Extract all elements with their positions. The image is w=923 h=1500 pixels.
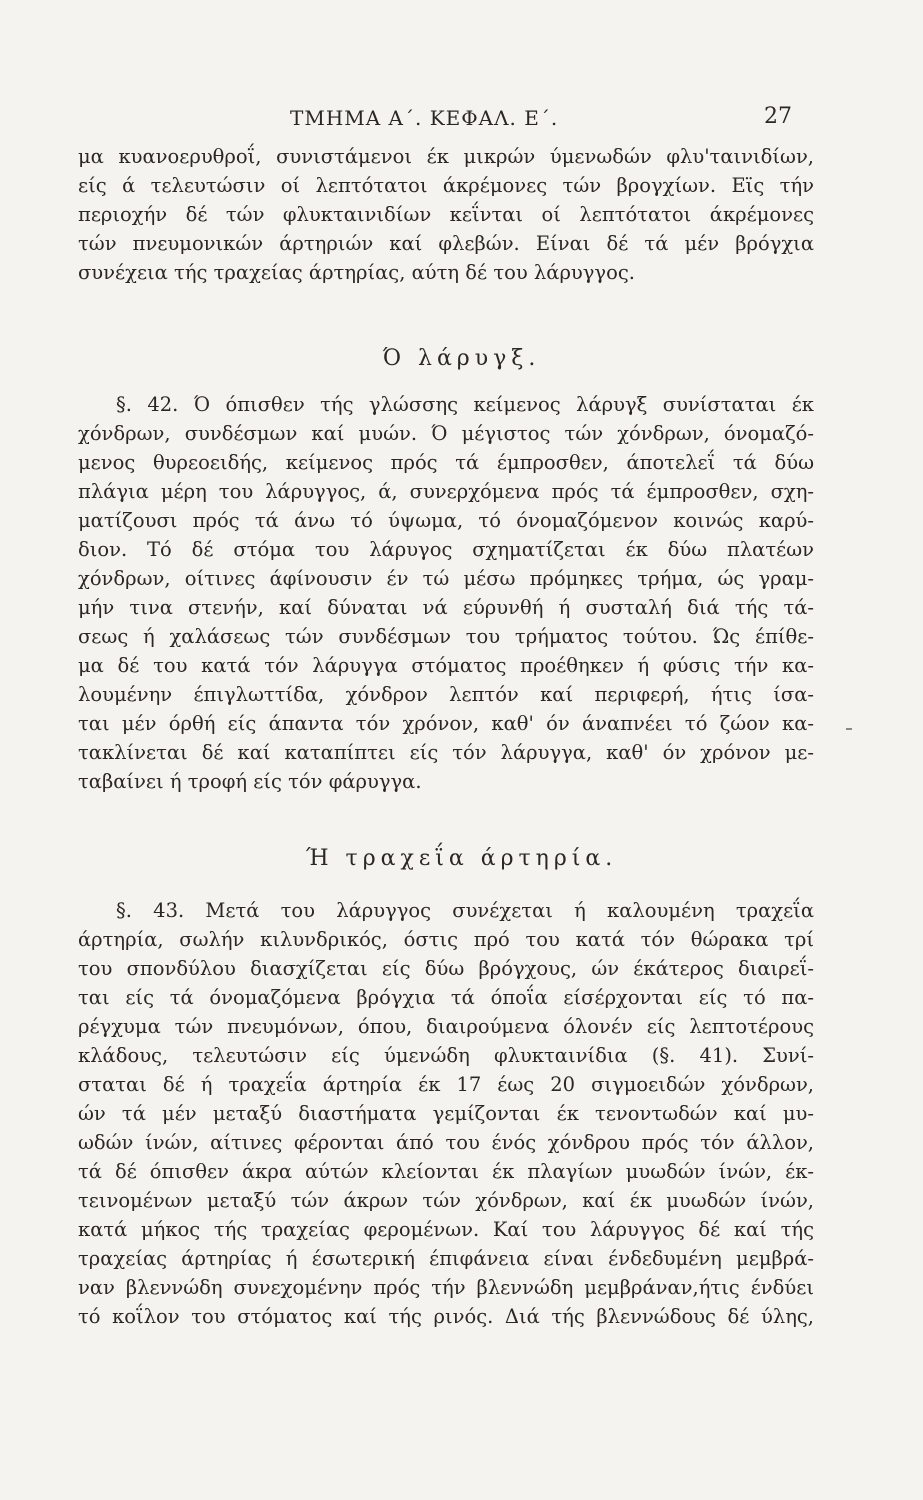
text-line: άρτηρία, σωλήν κιλυνδρικός, όστις πρό του κατά τόν θώρακα τρί [78, 928, 814, 951]
text-line: τακλίνεται δέ καί καταπίπτει είς τόν λάρυγγα, καθ' όν χρόνον με- [78, 741, 814, 764]
text-line: πλάγια μέρη του λάρυγγος, ά, συνερχόμενα πρός τά έμπροσθεν, σχη- [78, 480, 814, 503]
margin-mark [846, 728, 852, 730]
text-line: ται είς τά όνομαζόμενα βρόγχια τά όποΐα είσέρχονται είς τό πα- [78, 986, 814, 1009]
text-line: κλάδους, τελευτώσιν είς ύμενώδη φλυκταινίδια (§. 41). Συνί- [78, 1044, 814, 1067]
text-line: χόνδρων, οίτινες άφίνουσιν έν τώ μέσω πρόμηκες τρήμα, ώς γραμ- [78, 567, 814, 590]
text-line: είς ά τελευτώσιν οί λεπτότατοι άκρέμονες τών βρογχίων. Εϊς τήν [78, 174, 814, 197]
paragraph-42 [78, 390, 814, 796]
page-number: 27 [764, 104, 792, 129]
text-line: σταται δέ ή τραχεΐα άρτηρία έκ 17 έως 20 σιγμοειδών χόνδρων, [78, 1073, 814, 1096]
running-head [290, 100, 810, 136]
text-line: τά δέ όπισθεν άκρα αύτών κλείονται έκ πλαγίων μυωδών ίνών, έκ- [78, 1160, 814, 1183]
text-line: ταβαίνει ή τροφή είς τόν φάρυγγα. [78, 770, 422, 793]
text-line: του σπονδύλου διασχίζεται είς δύω βρόγχους, ών έκάτερος διαιρεΐ- [78, 957, 814, 980]
paragraph-top [78, 142, 814, 287]
text-line: ται μέν όρθή είς άπαντα τόν χρόνον, καθ' όν άναπνέει τό ζώον κα- [78, 712, 814, 735]
text-line: διον. Τό δέ στόμα του λάρυγος σχηματίζεται έκ δύω πλατέων [78, 538, 814, 561]
text-line: συνέχεια τής τραχείας άρτηρίας, αύτη δέ του λάρυγγος. [78, 261, 635, 284]
text-line: ωδών ίνών, αίτινες φέρονται άπό του ένός χόνδρου πρός τόν άλλον, [78, 1131, 814, 1154]
text-line: ματίζουσι πρός τά άνω τό ύψωμα, τό όνομαζόμενον κοινώς καρύ- [78, 509, 814, 532]
paragraph-43 [78, 896, 814, 1331]
section-heading-larynx: Ό λάρυγξ. [382, 346, 541, 371]
text-line: ρέγχυμα τών πνευμόνων, όπου, διαιρούμενα όλονέν είς λεπτοτέρους [78, 1015, 814, 1038]
text-line: μενος θυρεοειδής, κείμενος πρός τά έμπροσθεν, άποτελεΐ τά δύω [78, 451, 814, 474]
text-line: χόνδρων, συνδέσμων καί μυών. Ό μέγιστος τών χόνδρων, όνομαζό- [78, 422, 814, 445]
text-line: ναν βλεννώδη συνεχομένην πρός τήν βλεννώδη μεμβράναν,ήτις ένδύει [78, 1276, 814, 1299]
text-line: λουμένην έπιγλωττίδα, χόνδρον λεπτόν καί περιφερή, ήτις ίσα- [78, 683, 814, 706]
text-line: μα δέ του κατά τόν λάρυγγα στόματος προέθηκεν ή φύσις τήν κα- [78, 654, 814, 677]
text-line: τών πνευμονικών άρτηριών καί φλεβών. Είναι δέ τά μέν βρόγχια [78, 232, 814, 255]
text-line: §. 42. Ό όπισθεν τής γλώσσης κείμενος λάρυγξ συνίσταται έκ [116, 393, 814, 416]
text-line: ών τά μέν μεταξύ διαστήματα γεμίζονται έκ τενοντωδών καί μυ- [78, 1102, 814, 1125]
text-line: μήν τινα στενήν, καί δύναται νά εύρυνθή ή συσταλή διά τής τά- [78, 596, 814, 619]
running-head-title: ΤΜΗΜΑ Α΄. ΚΕΦΑΛ. Ε΄. [290, 106, 559, 130]
text-line: τεινομένων μεταξύ τών άκρων τών χόνδρων, καί έκ μυωδών ίνών, [78, 1189, 814, 1212]
text-line: μα κυανοερυθροΐ, συνιστάμενοι έκ μικρών ύμενωδών φλυ'ταινιδίων, [78, 145, 814, 168]
text-line: σεως ή χαλάσεως τών συνδέσμων του τρήματος τούτου. Ώς έπίθε- [78, 625, 814, 648]
text-line: τραχείας άρτηρίας ή έσωτερική έπιφάνεια είναι ένδεδυμένη μεμβρά- [78, 1247, 814, 1270]
text-line: περιοχήν δέ τών φλυκταινιδίων κεΐνται οί λεπτότατοι άκρέμονες [78, 203, 814, 226]
text-line: §. 43. Μετά του λάρυγγος συνέχεται ή καλουμένη τραχεΐα [116, 899, 814, 922]
text-line: τό κοΐλον του στόματος καί τής ρινός. Διά τής βλεννώδους δέ ύλης, [78, 1305, 814, 1328]
section-heading-trachea: Ή τραχεΐα άρτηρία. [305, 846, 618, 871]
text-line: κατά μήκος τής τραχείας φερομένων. Καί του λάρυγγος δέ καί τής [78, 1218, 814, 1241]
